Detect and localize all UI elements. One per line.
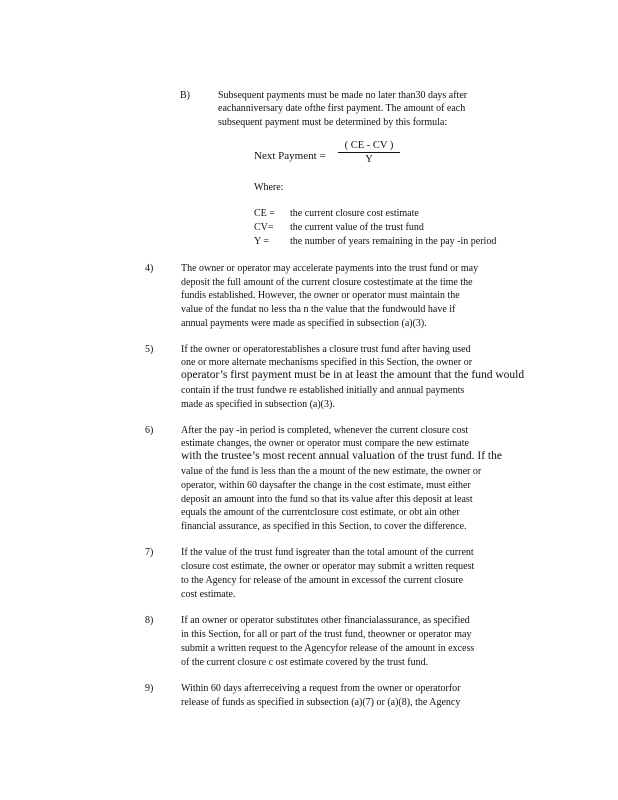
formula-numerator: ( CE - CV ) (344, 140, 394, 151)
item-line: one or more alternate mechanisms specified in this Section, the owner or (181, 357, 473, 368)
item-label: 7) (145, 547, 154, 558)
formula-lhs: Next Payment = (254, 150, 326, 162)
item-line: The owner or operator may accelerate payments into the trust fund or may (181, 263, 479, 274)
item-line: with the trustee’s most recent annual valuation of the trust fund. If the (181, 450, 502, 462)
item-line: equals the amount of the currentclosure cost estimate, or obt ain other (181, 507, 460, 518)
section-b-line: Subsequent payments must be made no later than30 days after (218, 90, 468, 101)
item-line: deposit the full amount of the current closure costestimate at the time the (181, 277, 473, 288)
item-line: If the owner or operatorestablishes a closure trust fund after having used (181, 344, 471, 355)
item-line: release of funds as specified in subsection (a)(7) or (a)(8), the Agency (181, 697, 461, 708)
item-line: operator, within 60 daysafter the change in the cost estimate, must either (181, 480, 471, 491)
item-line: submit a written request to the Agencyfor release of the amount in excess (181, 643, 475, 654)
item-line: cost estimate. (181, 589, 236, 600)
definition-term: CE = (254, 208, 275, 219)
item-label: 4) (145, 263, 154, 274)
item-label: 5) (145, 344, 154, 355)
definition-text: the current value of the trust fund (290, 222, 424, 233)
item-label: 8) (145, 615, 154, 626)
definition-text: the current closure cost estimate (290, 208, 419, 219)
item-line: made as specified in subsection (a)(3). (181, 399, 335, 410)
item-line: If the value of the trust fund isgreater than the total amount of the current (181, 547, 474, 558)
item-line: If an owner or operator substitutes other financialassurance, as specified (181, 615, 470, 626)
item-line: value of the fundat no less tha n the value that the fundwould have if (181, 304, 456, 315)
item-label: 9) (145, 683, 154, 694)
definition-text: the number of years remaining in the pay -in period (290, 236, 497, 247)
item-line: estimate changes, the owner or operator must compare the new estimate (181, 438, 469, 449)
item-line: in this Section, for all or part of the trust fund, theowner or operator may (181, 629, 472, 640)
item-line: to the Agency for release of the amount in excessof the current closure (181, 575, 464, 586)
item-line: contain if the trust fundwe re established initially and annual payments (181, 385, 465, 396)
section-b-line: eachanniversary date ofthe first payment. The amount of each (218, 103, 466, 114)
item-line: value of the fund is less than the a mount of the new estimate, the owner or (181, 466, 482, 477)
item-line: Within 60 days afterreceiving a request from the owner or operatorfor (181, 683, 461, 694)
section-b-label: B) (180, 90, 190, 101)
item-line: fundis established. However, the owner or operator must maintain the (181, 290, 460, 301)
section-b-line: subsequent payment must be determined by this formula: (218, 117, 448, 128)
item-line: After the pay -in period is completed, whenever the current closure cost (181, 425, 469, 436)
where-label: Where: (254, 182, 284, 193)
item-line: of the current closure c ost estimate covered by the trust fund. (181, 657, 429, 668)
item-line: closure cost estimate, the owner or operator may submit a written request (181, 561, 475, 572)
fraction-bar (338, 152, 400, 153)
formula-fraction (338, 140, 400, 165)
item-line: financial assurance, as specified in this Section, to cover the difference. (181, 521, 467, 532)
item-label: 6) (145, 425, 154, 436)
item-line: operator’s first payment must be in at least the amount that the fund would (181, 369, 525, 381)
formula-denominator: Y (365, 154, 373, 165)
definition-term: CV= (254, 222, 274, 233)
item-line: annual payments were made as specified in subsection (a)(3). (181, 318, 427, 329)
item-line: deposit an amount into the fund so that its value after this deposit at least (181, 494, 473, 505)
definition-term: Y = (254, 236, 269, 247)
